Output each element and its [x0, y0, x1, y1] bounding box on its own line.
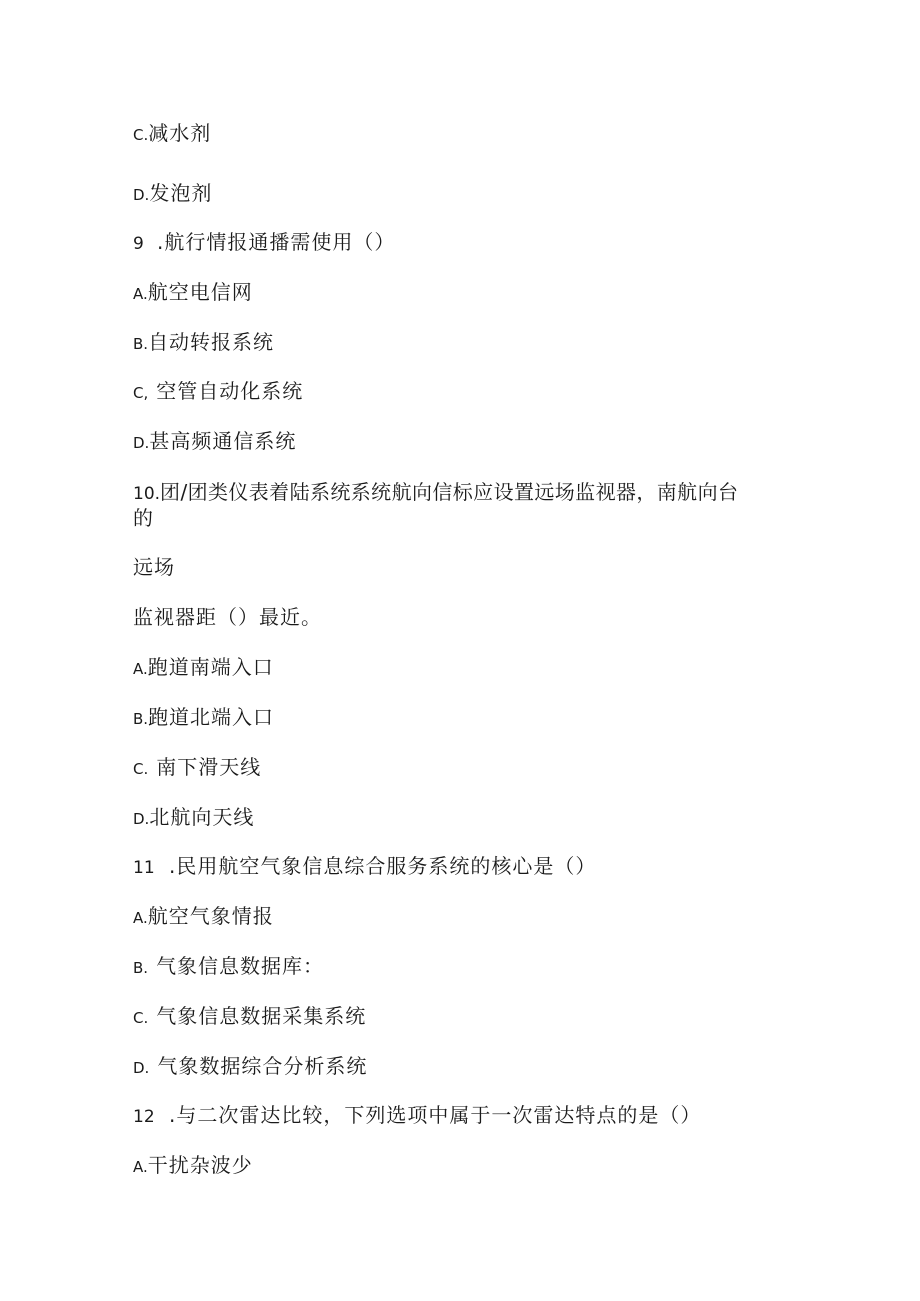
option-c-line	[133, 120, 211, 148]
question-number: 9	[133, 234, 144, 254]
question-number: 12	[133, 1107, 155, 1127]
option-a-line	[133, 903, 274, 931]
question-text: 监视器距（）最近。	[133, 605, 322, 629]
option-d-line	[133, 180, 212, 208]
option-text: 空管自动化系统	[156, 379, 304, 403]
option-text: 气象信息数据采集系统	[156, 1004, 367, 1028]
question-number: 10.	[133, 484, 161, 504]
option-text: 航空气象情报	[147, 904, 274, 928]
option-text: 跑道南端入口	[147, 655, 274, 679]
option-label: A.	[133, 660, 148, 678]
option-label: A.	[133, 285, 148, 303]
option-text: 发泡剂	[149, 181, 213, 205]
question-text: .民用航空气象信息综合服务系统的核心是（）	[169, 854, 597, 878]
option-text: 气象数据综合分析系统	[157, 1054, 368, 1078]
option-text: 跑道北端入口	[148, 705, 275, 729]
option-a-line	[133, 279, 253, 307]
option-d-line	[133, 804, 254, 832]
option-label: A.	[133, 909, 148, 927]
option-text: 北航向天线	[149, 805, 255, 829]
option-label: B.	[133, 335, 149, 353]
option-b-line	[133, 329, 274, 357]
option-label: C.	[133, 126, 149, 144]
question-10-line	[133, 479, 738, 507]
question-10-continuation	[133, 604, 322, 630]
option-text: 气象信息数据库：	[156, 954, 325, 978]
question-9-line	[133, 229, 395, 257]
option-label: B.	[133, 959, 149, 977]
option-text: 自动转报系统	[148, 330, 275, 354]
option-label: D.	[133, 186, 150, 204]
option-label: D.	[133, 810, 150, 828]
option-label: C.	[133, 760, 149, 778]
option-label: D.	[133, 1059, 150, 1077]
option-text: 干扰杂波少	[147, 1153, 253, 1177]
option-c-line	[133, 1003, 366, 1031]
option-c-line	[133, 754, 261, 782]
option-a-line	[133, 654, 274, 682]
option-text: 南下滑天线	[156, 755, 262, 779]
question-11-line	[133, 853, 596, 881]
question-text: 的	[133, 506, 154, 530]
question-text: 远场	[133, 555, 175, 579]
option-label: A.	[133, 1158, 148, 1176]
question-12-line	[133, 1102, 701, 1130]
option-label: C,	[133, 384, 149, 402]
option-text: 甚高频通信系统	[149, 429, 297, 453]
option-text: 航空电信网	[147, 280, 253, 304]
option-label: B.	[133, 710, 149, 728]
question-10-continuation	[133, 554, 175, 580]
option-d-line	[133, 428, 296, 456]
question-number: 11	[133, 858, 155, 878]
question-text: .与二次雷达比较，下列选项中属于一次雷达特点的是（）	[169, 1103, 702, 1127]
question-text: .航行情报通播需使用（）	[157, 230, 396, 254]
option-b-line	[133, 953, 324, 981]
option-label: C.	[133, 1009, 149, 1027]
option-text: 减水剂	[148, 121, 212, 145]
option-d-line	[133, 1053, 367, 1081]
question-10-continuation	[133, 505, 154, 531]
option-label: D.	[133, 434, 150, 452]
option-a-line	[133, 1152, 253, 1180]
option-c-line	[133, 378, 303, 406]
question-text: 团/团类仪表着陆系统系统航向信标应设置远场监视器，南航向台	[160, 480, 739, 504]
option-b-line	[133, 704, 274, 732]
